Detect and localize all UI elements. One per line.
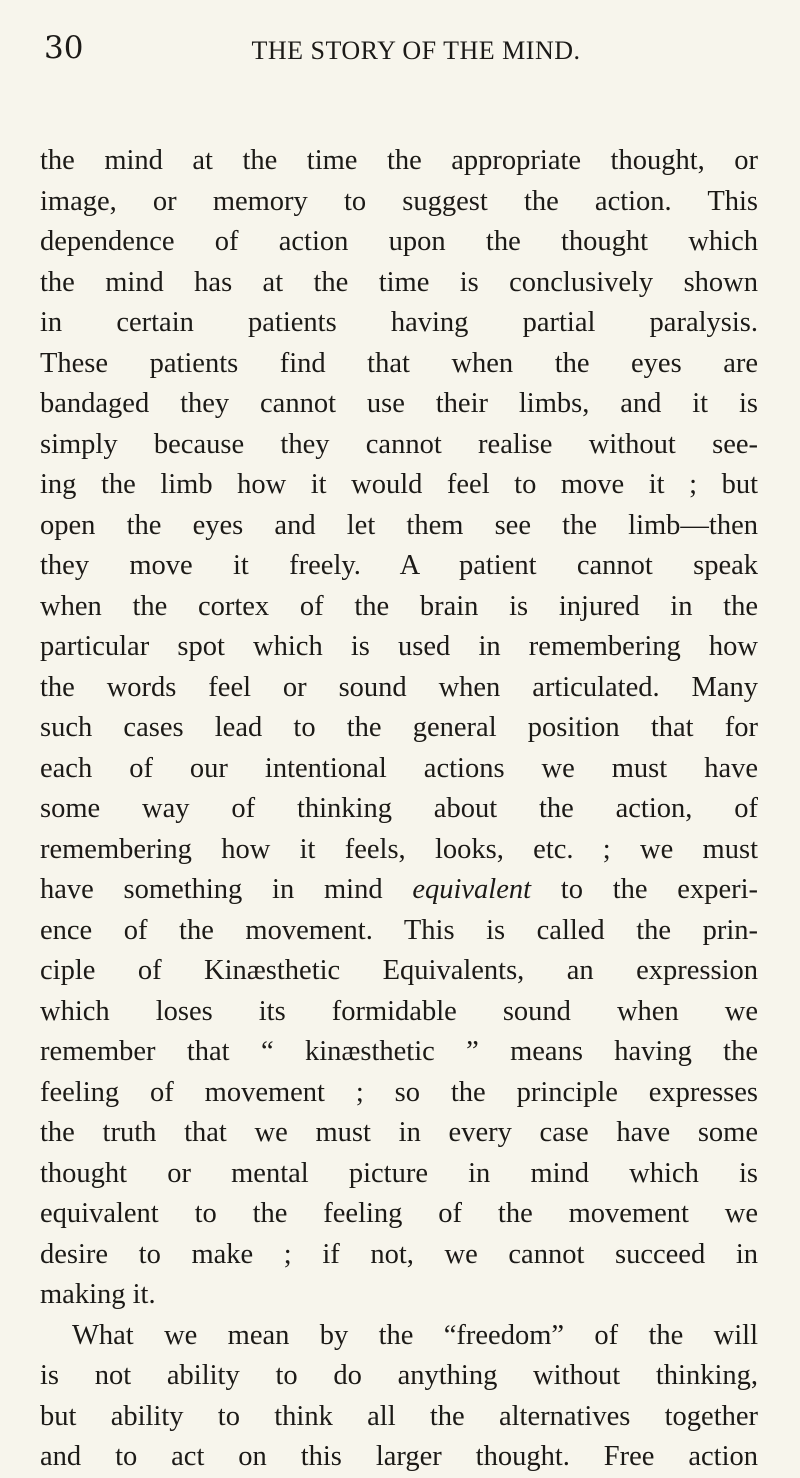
text-line: remember that “ kinæsthetic ” means having the — [40, 1036, 758, 1067]
text-line: remembering how it feels, looks, etc. ; we must — [40, 833, 758, 865]
paragraph-start-line: What we mean by the “freedom” of the will — [72, 1319, 758, 1351]
text-line: thought or mental picture in mind which is — [40, 1157, 758, 1189]
text-line: desire to make ; if not, we cannot succeed in — [40, 1238, 758, 1270]
text-line: in certain patients having partial paralysis. — [40, 307, 758, 338]
text-line: but ability to think all the alternatives together — [40, 1400, 758, 1432]
text-line: they move it freely. A patient cannot speak — [40, 550, 758, 581]
text-line: the truth that we must in every case have some — [40, 1117, 758, 1148]
text-line: when the cortex of the brain is injured in the — [40, 590, 758, 622]
body-text — [40, 141, 758, 1478]
text-line: open the eyes and let them see the limb—then — [40, 509, 758, 541]
text-line: image, or memory to suggest the action. This — [40, 185, 758, 217]
text-line-with-italic — [40, 870, 758, 911]
text-line: the words feel or sound when articulated. Many — [40, 671, 758, 703]
text-line: ence of the movement. This is called the prin- — [40, 914, 758, 946]
running-title: THE STORY OF THE MIND. — [251, 36, 581, 65]
italic-word: equivalent — [412, 874, 532, 905]
text-line: is not ability to do anything without thinking, — [40, 1360, 758, 1391]
text-line: ing the limb how it would feel to move it ; but — [40, 469, 758, 500]
text-line: such cases lead to the general position that for — [40, 712, 758, 743]
running-head — [44, 28, 756, 78]
text-line: equivalent to the feeling of the movement we — [40, 1198, 758, 1229]
text-line: and to act on this larger thought. Free action — [40, 1441, 758, 1472]
text-line: feeling of movement ; so the principle expresses — [40, 1076, 758, 1108]
text-line: ciple of Kinæsthetic Equivalents, an expression — [40, 955, 758, 986]
text-line: dependence of action upon the thought which — [40, 226, 758, 257]
text-segment: have something in mind — [40, 874, 413, 905]
text-line: simply because they cannot realise without see- — [40, 428, 758, 460]
text-line: the mind has at the time is conclusively shown — [40, 266, 758, 298]
text-segment: to the experi- — [531, 874, 758, 905]
text-line: some way of thinking about the action, of — [40, 793, 758, 824]
page-number: 30 — [44, 30, 84, 66]
text-line: These patients find that when the eyes are — [40, 347, 758, 379]
text-line: the mind at the time the appropriate thought, or — [40, 145, 758, 176]
text-line: particular spot which is used in remembering how — [40, 631, 758, 662]
text-line: which loses its formidable sound when we — [40, 995, 758, 1027]
text-line: each of our intentional actions we must have — [40, 752, 758, 784]
text-line: making it. — [40, 1279, 156, 1310]
text-line: bandaged they cannot use their limbs, and it is — [40, 388, 758, 419]
